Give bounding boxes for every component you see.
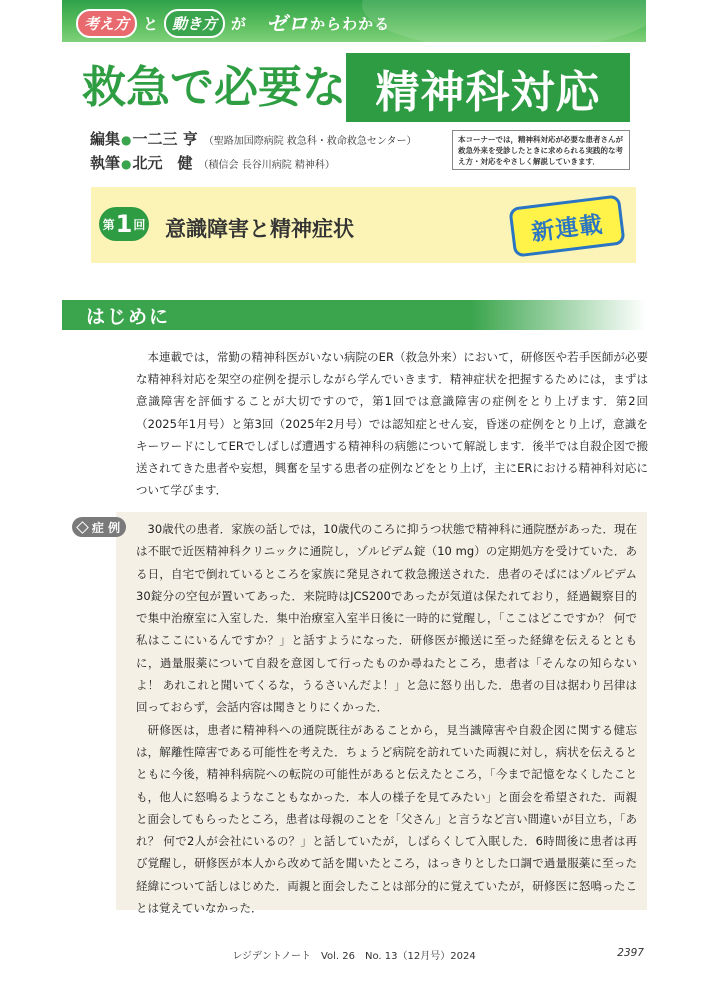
intro-text [136, 346, 648, 501]
case-label [72, 517, 126, 537]
episode-num: 1 [115, 210, 133, 238]
page-number: 2397 [617, 947, 644, 959]
episode-suffix: 回 [133, 217, 146, 232]
editor-affiliation: （聖路加国際病院 救急科・救命救急センター） [203, 136, 417, 147]
journal-info: レジデントノート Vol. 26 No. 13（12月号）2024 [232, 951, 476, 962]
editor-name: 一二三 亨 [132, 130, 198, 148]
author-credit [90, 152, 450, 176]
author-affiliation: （積信会 長谷川病院 精神科） [198, 160, 335, 171]
case-box [116, 512, 647, 916]
tag-rest: からわかる [310, 14, 391, 33]
bullet-icon: ● [121, 157, 132, 171]
author-role: 執筆 [90, 154, 121, 172]
editor-role: 編集 [90, 130, 121, 148]
episode-band [91, 187, 636, 263]
episode-title: 意識障害と精神症状 [165, 217, 354, 241]
corner-description: 本コーナーでは，精神科対応が必要な患者さんが救急外来を受診したときに求められる実践的な考え方・対応をやさしく解説していきます． [452, 130, 630, 170]
section-heading-label: はじめに [86, 306, 171, 328]
case-paragraph-1: 30歳代の患者．家族の話しでは，10歳代のころに抑うつ状態で精神科に通院歴があった．現在は不眠で近医精神科クリニックに通院し，ゾルピデム錠（10 mg）の定期処方を受けていた．ある日，自宅で倒れているところを家族に発見されて救急搬送された．患者のそばにはゾルピデム30錠分の空包が置いてあった．来院時はJCS200であったが気道は保たれており，経過観察目的で集中治療室に入室した．集中治療室入室半日後に一時的に覚醒し，「ここはどこですか？ 何で私はここにいるんですか？」と話すようになった．研修医が搬送に至った経緯を伝えるとともに，過量服薬について自殺を意図して行ったものか尋ねたところ，患者は「そんなの知らないよ！ あれこれと聞いてくるな，うるさいんだよ！」と急に怒り出した．患者の目は据わり呂律は回っておらず，会話内容は聞きとりにくかった． [136, 522, 637, 715]
series-tagline [76, 8, 390, 38]
case-text [136, 518, 637, 919]
tag-conjunction-1: と [143, 14, 159, 33]
tag-conjunction-2: が [231, 14, 247, 33]
series-title-left: 救急で必要な [82, 62, 346, 113]
series-title-box: 精神科対応 [346, 53, 630, 122]
tag-thinking: 考え方 [76, 9, 137, 38]
case-paragraph-2: 研修医は，患者に精神科への通院既往があることから，見当識障害や自殺企図に関する健忘は，解離性障害である可能性を考えた．ちょうど病院を訪れていた両親に対し，病状を伝えるとともに今後，精神科病院への転院の可能性があると伝えたところ，「今まで記憶をなくしたことも，他人に怒鳴るようなこともなかった．本人の様子を見てみたい」と面会を希望された．両親と面会してもらったところ，患者は母親のことを「父さん」と言うなど言い間違いが目立ち，「あれ？ 何で2人が会社にいるの？」と話していたが，しばらくして入眠した．6時間後に患者は再び覚醒し，研修医が本人から改めて話を聞いたところ，はっきりとした口調で過量服薬に至った経緯について話しはじめた．両親と面会したことは部分的に覚えていたが，研修医に怒鳴ったことは覚えていなかった． [136, 722, 637, 916]
case-label-text: 症 例 [91, 520, 121, 535]
tag-action: 動き方 [164, 9, 225, 38]
diamond-icon [76, 521, 89, 534]
intro-paragraph: 本連載では，常勤の精神科医がいない病院のER（救急外来）において，研修医や若手医師が必要な精神科対応を架空の症例を提示しながら学んでいきます．精神症状を把握するためには，まずは意識障害を評価することが大切ですので，第1回では意識障害の症例をとり上げます．第2回（2025年1月号）と第3回（2025年2月号）では認知症とせん妄，昏迷の症例をとり上げ，意識をキーワードにしてERでしばしば遭遇する精神科の病態について解説します．後半では自殺企図で搬送されてきた患者や妄想，興奮を呈する患者の症例などをとり上げ，主にERにおける精神科対応について学びます． [136, 350, 648, 498]
tag-zero: ゼロ [266, 12, 309, 36]
bullet-icon: ● [121, 133, 132, 147]
new-series-badge [508, 194, 625, 257]
banner-decoration [362, 0, 646, 42]
author-name: 北元 健 [132, 154, 193, 172]
editor-credit [90, 128, 450, 152]
episode-prefix: 第 [102, 217, 115, 232]
credits [90, 128, 450, 176]
episode-number [99, 207, 149, 241]
section-heading [62, 300, 646, 330]
new-series-badge-label: 新連載 [529, 211, 605, 246]
page-footer [0, 944, 708, 964]
